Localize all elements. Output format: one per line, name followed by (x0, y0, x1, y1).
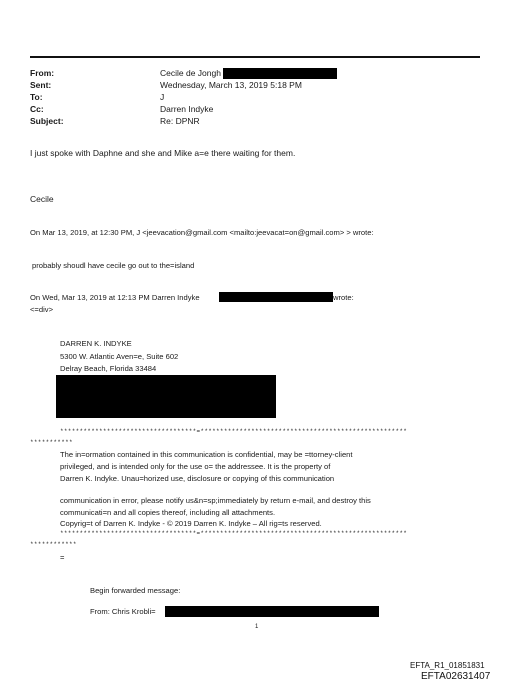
stars-line: ***********************************=***************************************************** (60, 530, 408, 537)
sent-label: Sent: (30, 80, 52, 90)
sender-address2: Delray Beach, Florida 33484 (60, 364, 157, 373)
stars-line-cont: *********** (30, 439, 73, 446)
from-label: From: (30, 68, 55, 78)
disclaimer-p1-l1: The in=ormation contained in this communication is confidential, may be =ttorney-client (60, 450, 353, 459)
page-number: 1 (255, 624, 259, 630)
quote2-header-start: On Wed, Mar 13, 2019 at 12:13 PM Darren Indyke (30, 293, 200, 302)
quote1-text: probably shoudl have cecile go out to the=island (32, 261, 195, 270)
body-line1: I just spoke with Daphne and she and Mike a=e there waiting for them. (30, 148, 296, 158)
sender-name: DARREN K. INDYKE (60, 339, 132, 348)
subject-label: Subject: (30, 116, 64, 126)
header-top-rule (30, 56, 480, 58)
disclaimer-p1-l3: Darren K. Indyke. Unau=horized use, disclosure or copying of this communication (60, 474, 335, 483)
quote1-header: On Mar 13, 2019, at 12:30 PM, J <jeevacation@gmail.com <mailto:jeevacat=on@gmail.com> > wrote: (30, 228, 374, 237)
div-tag: <=div> (30, 305, 54, 314)
sent-value: Wednesday, March 13, 2019 5:18 PM (160, 80, 302, 90)
signature: Cecile (30, 194, 54, 204)
subject-value: Re: DPNR (160, 116, 200, 126)
disclaimer-p2-l2: communicati=n and all copies thereof, including all attachments. (60, 508, 276, 517)
to-label: To: (30, 92, 43, 102)
disclaimer-p1-l2: privileged, and is intended only for the use o= the addressee. It is the property of (60, 462, 331, 471)
cc-value: Darren Indyke (160, 104, 214, 114)
equals-sign: = (60, 553, 65, 562)
forwarded-from: From: Chris Krobli= (90, 607, 156, 616)
footer-ref2: EFTA02631407 (421, 671, 491, 682)
disclaimer-p2-l1: communication in error, please notify us&n=sp;immediately by return e-mail, and destroy this (60, 496, 371, 505)
from-value: Cecile de Jongh (160, 68, 221, 78)
to-value: J (160, 92, 165, 102)
redaction-block (56, 375, 276, 418)
stars-line-cont: ************ (30, 541, 77, 548)
footer-ref1: EFTA_R1_01851831 (410, 661, 485, 670)
stars-line: ***********************************=***************************************************** (60, 428, 408, 435)
disclaimer-p2-l3: Copyrig=t of Darren K. Indyke - © 2019 Darren K. Indyke – All rig=ts reserved. (60, 519, 322, 528)
cc-label: Cc: (30, 104, 44, 114)
quote2-header-end: wrote: (333, 293, 354, 302)
redaction-bar (223, 68, 337, 79)
redaction-bar (165, 606, 379, 617)
sender-address1: 5300 W. Atlantic Aven=e, Suite 602 (60, 352, 179, 361)
redaction-bar (219, 292, 333, 302)
forwarded-label: Begin forwarded message: (90, 586, 181, 595)
